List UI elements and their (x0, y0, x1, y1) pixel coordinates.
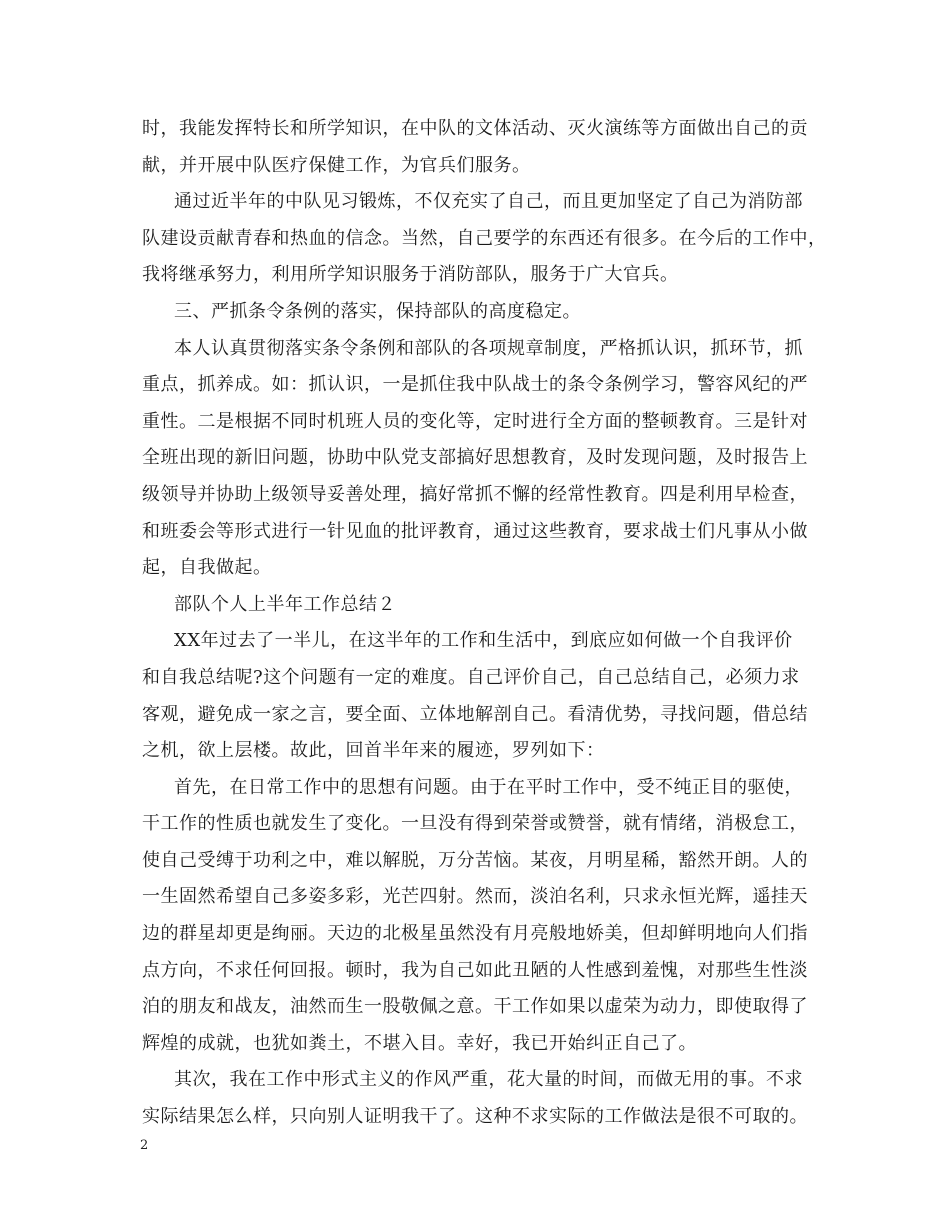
text-line: 一生固然希望自己多姿多彩，光芒四射。然而，淡泊名利，只求永恒光辉，遥挂天 (142, 886, 808, 908)
text-line: 献，并开展中队医疗保健工作，为官兵们服务。 (142, 154, 531, 176)
text-line: 时，我能发挥特长和所学知识，在中队的文体活动、灭火演练等方面做出自己的贡 (142, 118, 808, 139)
text-line: 本人认真贯彻落实条令条例和部队的各项规章制度，严格抓认识，抓环节，抓 (174, 337, 803, 359)
text-line: 首先，在日常工作中的思想有问题。由于在平时工作中，受不纯正目的驱使， (174, 776, 803, 798)
page-number: 2 (140, 1138, 149, 1153)
text-line: 辉煌的成就，也犹如粪土，不堪入目。幸好，我已开始纠正自己了。 (142, 1032, 697, 1054)
text-line: 和班委会等形式进行一针见血的批评教育，通过这些教育，要求战士们凡事从小做 (142, 520, 808, 542)
text-line: 我将继承努力，利用所学知识服务于消防部队，服务于广大官兵。 (142, 264, 679, 286)
text-line: XX年过去了一半儿，在这半年的工作和生活中，到底应如何做一个自我评价 (174, 630, 793, 652)
text-line: 重性。二是根据不同时机班人员的变化等，定时进行全方面的整顿教育。三是针对 (142, 410, 808, 432)
text-line: 之机，欲上层楼。故此，回首半年来的履迹，罗列如下： (142, 740, 605, 762)
article-title: 部队个人上半年工作总结２ (174, 593, 396, 615)
text-line: 重点，抓养成。如：抓认识，一是抓住我中队战士的条令条例学习，警容风纪的严 (142, 374, 808, 396)
text-line: 其次，我在工作中形式主义的作风严重，花大量的时间，而做无用的事。不求 (174, 1069, 803, 1091)
text-line: 泊的朋友和战友，油然而生一股敬佩之意。干工作如果以虚荣为动力，即使取得了 (142, 996, 808, 1018)
text-line: 通过近半年的中队见习锻炼，不仅充实了自己，而且更加坚定了自己为消防部 (174, 191, 803, 213)
text-line: 全班出现的新旧问题，协助中队党支部搞好思想教育，及时发现问题，及时报告上 (142, 447, 808, 469)
text-line: 和自我总结呢?这个问题有一定的难度。自己评价自己，自己总结自己，必须力求 (142, 666, 800, 688)
text-line: 起，自我做起。 (142, 557, 272, 579)
text-line: 级领导并协助上级领导妥善处理，搞好常抓不懈的经常性教育。四是利用早检查， (142, 483, 808, 505)
section-heading: 三、严抓条令条例的落实，保持部队的高度稳定。 (174, 300, 581, 322)
text-line: 客观，避免成一家之言，要全面、立体地解剖自己。看清优势，寻找问题，借总结 (142, 703, 808, 725)
text-line: 点方向，不求任何回报。顿时，我为自己如此丑陋的人性感到羞愧，对那些生性淡 (142, 959, 808, 981)
text-line: 使自己受缚于功利之中，难以解脱，万分苦恼。某夜，月明星稀，豁然开朗。人的 (142, 849, 808, 871)
text-line: 干工作的性质也就发生了变化。一旦没有得到荣誉或赞誉，就有情绪，消极怠工， (142, 813, 808, 835)
document-body (142, 111, 827, 1136)
text-line: 边的群星却更是绚丽。天边的北极星虽然没有月亮般地娇美，但却鲜明地向人们指 (142, 923, 808, 945)
text-line: 队建设贡献青春和热血的信念。当然，自己要学的东西还有很多。在今后的工作中， (142, 227, 827, 249)
text-line: 实际结果怎么样，只向别人证明我干了。这种不求实际的工作做法是很不可取的。 (142, 1106, 808, 1128)
